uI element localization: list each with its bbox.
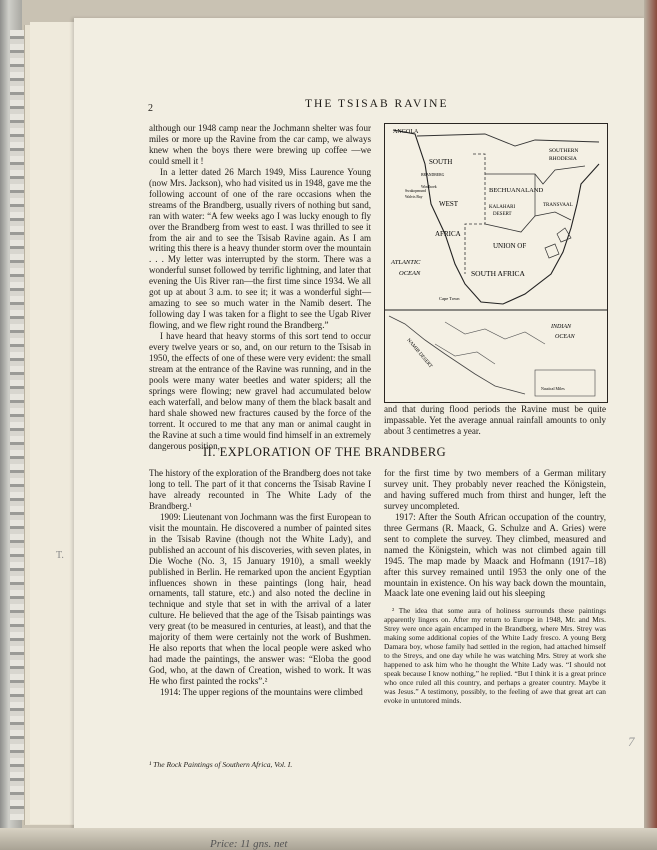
text-column-top-left xyxy=(149,123,371,452)
footnote-text: ² The idea that some aura of holiness surrounds these paintings apparently lingers on. After my return to Europe in 1948, Mr. and Mrs. Strey were once again encamped in the Brandberg, where Mrs. Strey was making some additional copies of the White Lady fresco. A young Berg Damara boy, whose family had settled in the region, had attached himself to the Streys, and one day while he was watching Mrs. Strey at work she happened to ask him who he thought the White Lady was. “I should not speak because I know nothing,” he replied. “But I think it is a great prince who once ruled all this country, and perhaps a greater country. Maybe it was Jesus.” A testimony, possibly, to the feeling of awe that great art can evoke in untutored minds. xyxy=(384,606,606,705)
map-label-rhodesia: RHODESIA xyxy=(549,156,577,162)
paragraph: 1914: The upper regions of the mountains were climbed xyxy=(160,687,363,698)
map-label-west: WEST xyxy=(439,200,459,208)
map-southern-africa xyxy=(385,124,607,402)
paragraph: I have heard that heavy storms of this sort tend to occur every twelve years or so, and, on our return to the Tsisab in 1950, the effects of one of these were very evident: the small stream at the entrance of the Ravine was running, and in the pools were many water beetles and water spiders; all the springs were flowing; new gravel had accumulated below each waterfall, and below many of them the black basalt and hard shale showed new fractures caused by the force of the torrent. It occured to me that any man or animal caught in the Ravine at such a time would find himself in an extremely dangerous position, xyxy=(149,331,371,451)
map-label-southern: SOUTHERN xyxy=(549,148,579,154)
section-heading: II. EXPLORATION OF THE BRANDBERG xyxy=(203,445,447,459)
paragraph: 1909: Lieutenant von Jochmann was the first European to visit the mountain. He discovered a number of painted sites in the Tsisab Ravine (though not the White Lady), and published an account of his discoveries, with seven plates, in Die Woche (No. 3, 15 January 1910), a small weekly published in Berlin. He remarked upon the ancient Egyptian influences shown in these paintings (long hair, head ornaments, tall stature, etc.) and also noted the decline in technique and style that set in with the arrival of a later culture. He believed that the age of the Tsisab paintings was very great (to be measured in centuries, at least), and that the majority of them were certainly not the work of Bushmen. He also reports that when the local people were asked who had made the paintings, the answer was: “Eloba the good God, who, at the dawn of Creation, wished to work. It was He who first painted the rocks”.² xyxy=(149,511,371,687)
map-label-south: SOUTH xyxy=(429,158,453,166)
page-block-edge xyxy=(10,30,24,820)
pencil-mark: T. xyxy=(56,550,64,561)
map-label-africa: AFRICA xyxy=(435,230,461,238)
map-label-angola: ANGOLA xyxy=(393,129,419,135)
map-label-windhoek: Windhoek xyxy=(421,185,437,189)
price-stamp: Price: 11 gns. net xyxy=(210,838,288,850)
map-label-indian-ocean: OCEAN xyxy=(555,334,575,340)
text-column-bottom-left xyxy=(149,468,371,698)
map-label-scale: Nautical Miles xyxy=(541,386,565,391)
cover-edge xyxy=(644,0,657,850)
page-bottom-edge xyxy=(0,828,657,850)
text-column-bottom-right xyxy=(384,468,606,705)
paragraph: and that during flood periods the Ravine must be quite impassable. Yet the average annual rainfall amounts to only about 3 centimetres a year. xyxy=(384,404,606,436)
paragraph: The history of the exploration of the Brandberg does not take long to tell. The part of it that concerns the Tsisab Ravine I have already recounted in The White Lady of the Brandberg.¹ xyxy=(149,468,371,511)
paragraph: although our 1948 camp near the Jochmann shelter was four miles or more up the Ravine from the car camp, we always knew when the boys there were brewing up coffee —we could smell it ! xyxy=(149,123,371,166)
paragraph: In a letter dated 26 March 1949, Miss Laurence Young (now Mrs. Jackson), who had visited us in 1948, gave me the following account of one of the rare occasions when the streams of the Brandberg, usually rivers of nothing but sand, ran with water: “A few weeks ago I was lucky enough to fly over the Brandberg from west to east. I was thrilled to see it from the air and to see the Tsisab Ravine again. As I am writing this there is a heavy thunder storm over the mountain . . . My letter was interrupted by the storm. There was a wonderful sunset followed by terrific lightning, and later that evening the Uis River ran—the first time since 1934. We all got up at about 3 a.m. to see it; it was a wonderful sight—amazing to see so much water in the Namib desert. The following day I was taken for a flight to see the Ugab River flowing, and we flew right round the Brandberg.” xyxy=(149,166,371,331)
map-label-transvaal: TRANSVAAL xyxy=(543,203,573,208)
running-head: THE TSISAB RAVINE xyxy=(305,98,449,110)
map-label-atlantic-ocean: OCEAN xyxy=(399,270,421,277)
paragraph: for the first time by two members of a German military survey unit. They probably never reached the Königstein, and having suffered much from thirst and hunger, left the survey uncompleted. xyxy=(384,468,606,511)
footnote-2 xyxy=(384,607,606,705)
corner-mark: 7 xyxy=(628,734,635,749)
map-label-namib-desert: NAMIB DESERT xyxy=(405,338,433,370)
page-number: 2 xyxy=(148,103,153,114)
map-label-union-of: UNION OF xyxy=(493,242,527,250)
map-figure xyxy=(384,123,608,403)
map-label-brandberg: BRANDBERG xyxy=(421,173,445,177)
paragraph: 1917: After the South African occupation of the country, three Germans (R. Maack, G. Schulze and A. Gries) were sent to complete the survey. They climbed, measured and named the Königstein, which was not climbed again till 1945. The map made by Maack and Hofmann (1917–18) after this survey remained until 1953 the only one of the mountain in existence. On his way back down the mountain, Maack late one evening laid out his sleeping xyxy=(384,511,606,599)
footnote-1: ¹ The Rock Paintings of Southern Africa, Vol. I. xyxy=(149,760,293,769)
map-label-desert: DESERT xyxy=(493,212,512,217)
map-label-indian: INDIAN xyxy=(551,324,571,330)
map-label-swakopmund: Swakopmund xyxy=(405,189,426,193)
map-label-south-africa: SOUTH AFRICA xyxy=(471,269,525,278)
map-label-walvis-bay: Walvis Bay xyxy=(405,195,423,199)
map-label-bechuanaland: BECHUANALAND xyxy=(489,187,544,194)
text-column-top-right xyxy=(384,404,606,437)
map-label-atlantic: ATLANTIC xyxy=(391,259,421,266)
map-label-kalahari: KALAHARI xyxy=(489,205,516,210)
map-label-cape-town: Cape Town xyxy=(439,296,460,301)
